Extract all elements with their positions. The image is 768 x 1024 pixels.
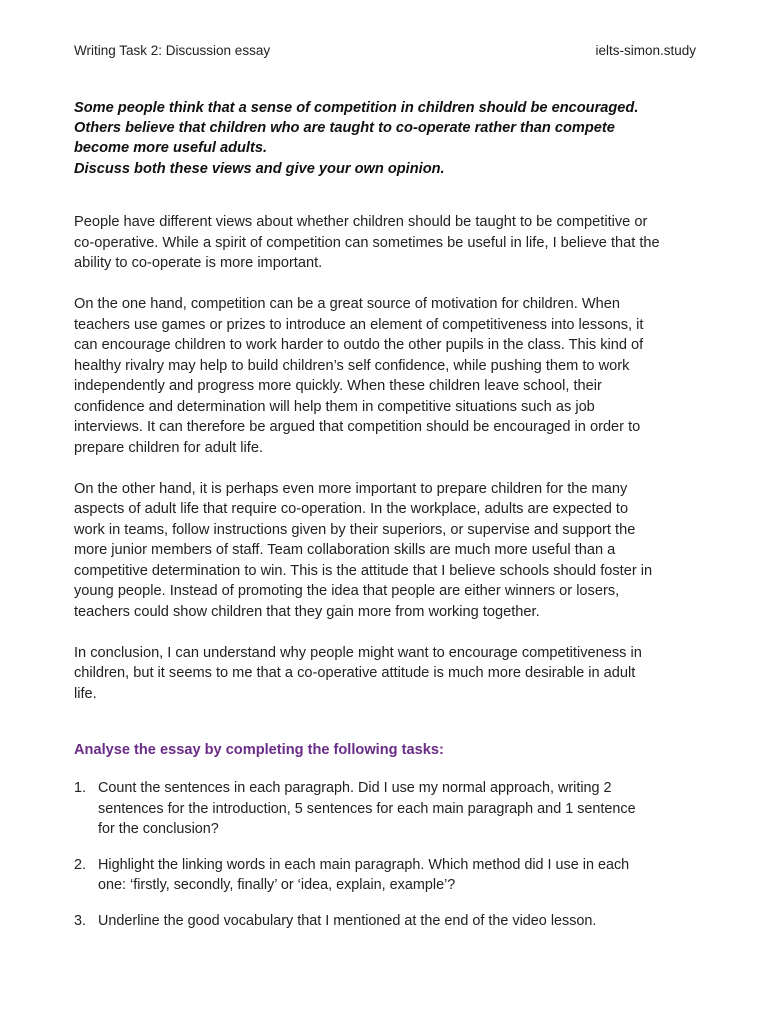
- essay-line: can encourage children to work harder to outdo the other pupils in the class. This kind of: [74, 337, 644, 353]
- tasks-heading: Analyse the essay by completing the following tasks:: [74, 742, 444, 758]
- task-line: Count the sentences in each paragraph. Did I use my normal approach, writing 2: [98, 780, 612, 796]
- essay-paragraph-introduction: [74, 212, 698, 274]
- essay-line: healthy rivalry may help to build children’s self confidence, while pushing them to work: [74, 357, 630, 374]
- essay-line: independently and progress more quickly. When these children leave school, their: [74, 378, 602, 394]
- essay-prompt: [74, 98, 704, 179]
- essay-line: On the other hand, it is perhaps even more important to prepare children for the many: [74, 480, 628, 497]
- task-line: for the conclusion?: [98, 821, 219, 837]
- task-line: Underline the good vocabulary that I mentioned at the end of the video lesson.: [98, 912, 597, 929]
- essay-line: young people. Instead of promoting the idea that people are either winners or losers,: [74, 583, 620, 599]
- task-line: Highlight the linking words in each main paragraph. Which method did I use in each: [98, 856, 630, 873]
- prompt-line: Some people think that a sense of competition in children should be encouraged.: [74, 100, 639, 116]
- essay-line: ability to co-operate is more important.: [74, 255, 323, 271]
- essay-line: life.: [74, 685, 97, 702]
- task-line: sentences for the introduction, 5 sentences for each main paragraph and 1 sentence: [98, 800, 636, 817]
- header-site: ielts-simon.study: [595, 42, 696, 58]
- essay-paragraph-main-1: [74, 294, 698, 458]
- essay-line: teachers could show children that they gain more from working together.: [74, 603, 540, 620]
- essay-line: confidence and determination will help them in competitive situations such as job: [74, 398, 595, 415]
- essay-line: interviews. It can therefore be argued that competition should be encouraged in order to: [74, 419, 641, 435]
- task-number: 2.: [74, 856, 87, 873]
- task-item-2: [74, 855, 698, 896]
- essay-paragraph-conclusion: [74, 643, 698, 705]
- task-list: [74, 778, 698, 946]
- prompt-line: become more useful adults.: [74, 140, 268, 157]
- task-line: one: ‘firstly, secondly, finally’ or ‘idea, explain, example’?: [98, 877, 456, 893]
- essay-line: co-operative. While a spirit of competition can sometimes be useful in life, I believe that the: [74, 234, 660, 251]
- page-header: [74, 40, 696, 60]
- essay-paragraph-main-2: [74, 479, 698, 623]
- prompt-line: Discuss both these views and give your own opinion.: [74, 160, 445, 177]
- task-item-1: [74, 778, 698, 840]
- essay-body: [74, 212, 698, 725]
- essay-line: In conclusion, I can understand why people might want to encourage competitiveness in: [74, 644, 642, 661]
- essay-line: competitive determination to win. This is the attitude that I believe schools should foster in: [74, 562, 653, 579]
- essay-line: teachers use games or prizes to introduce an element of competitiveness into lessons, it: [74, 316, 644, 333]
- task-number: 1.: [74, 780, 87, 796]
- prompt-line: Others believe that children who are taught to co-operate rather than compete: [74, 120, 615, 137]
- essay-line: prepare children for adult life.: [74, 439, 264, 456]
- essay-line: children, but it seems to me that a co-operative attitude is much more desirable in adult: [74, 665, 636, 681]
- task-number: 3.: [74, 912, 87, 929]
- essay-line: aspects of adult life that require co-operation. In the workplace, adults are expected to: [74, 501, 629, 517]
- header-title: Writing Task 2: Discussion essay: [74, 42, 271, 58]
- essay-line: more junior members of staff. Team collaboration skills are much more useful than a: [74, 542, 616, 558]
- essay-line: People have different views about whether children should be taught to be competitive or: [74, 214, 648, 230]
- essay-line: work in teams, follow instructions given by their superiors, or supervise and support the: [74, 521, 636, 538]
- essay-line: On the one hand, competition can be a great source of motivation for children. When: [74, 296, 620, 312]
- task-item-3: [74, 911, 698, 932]
